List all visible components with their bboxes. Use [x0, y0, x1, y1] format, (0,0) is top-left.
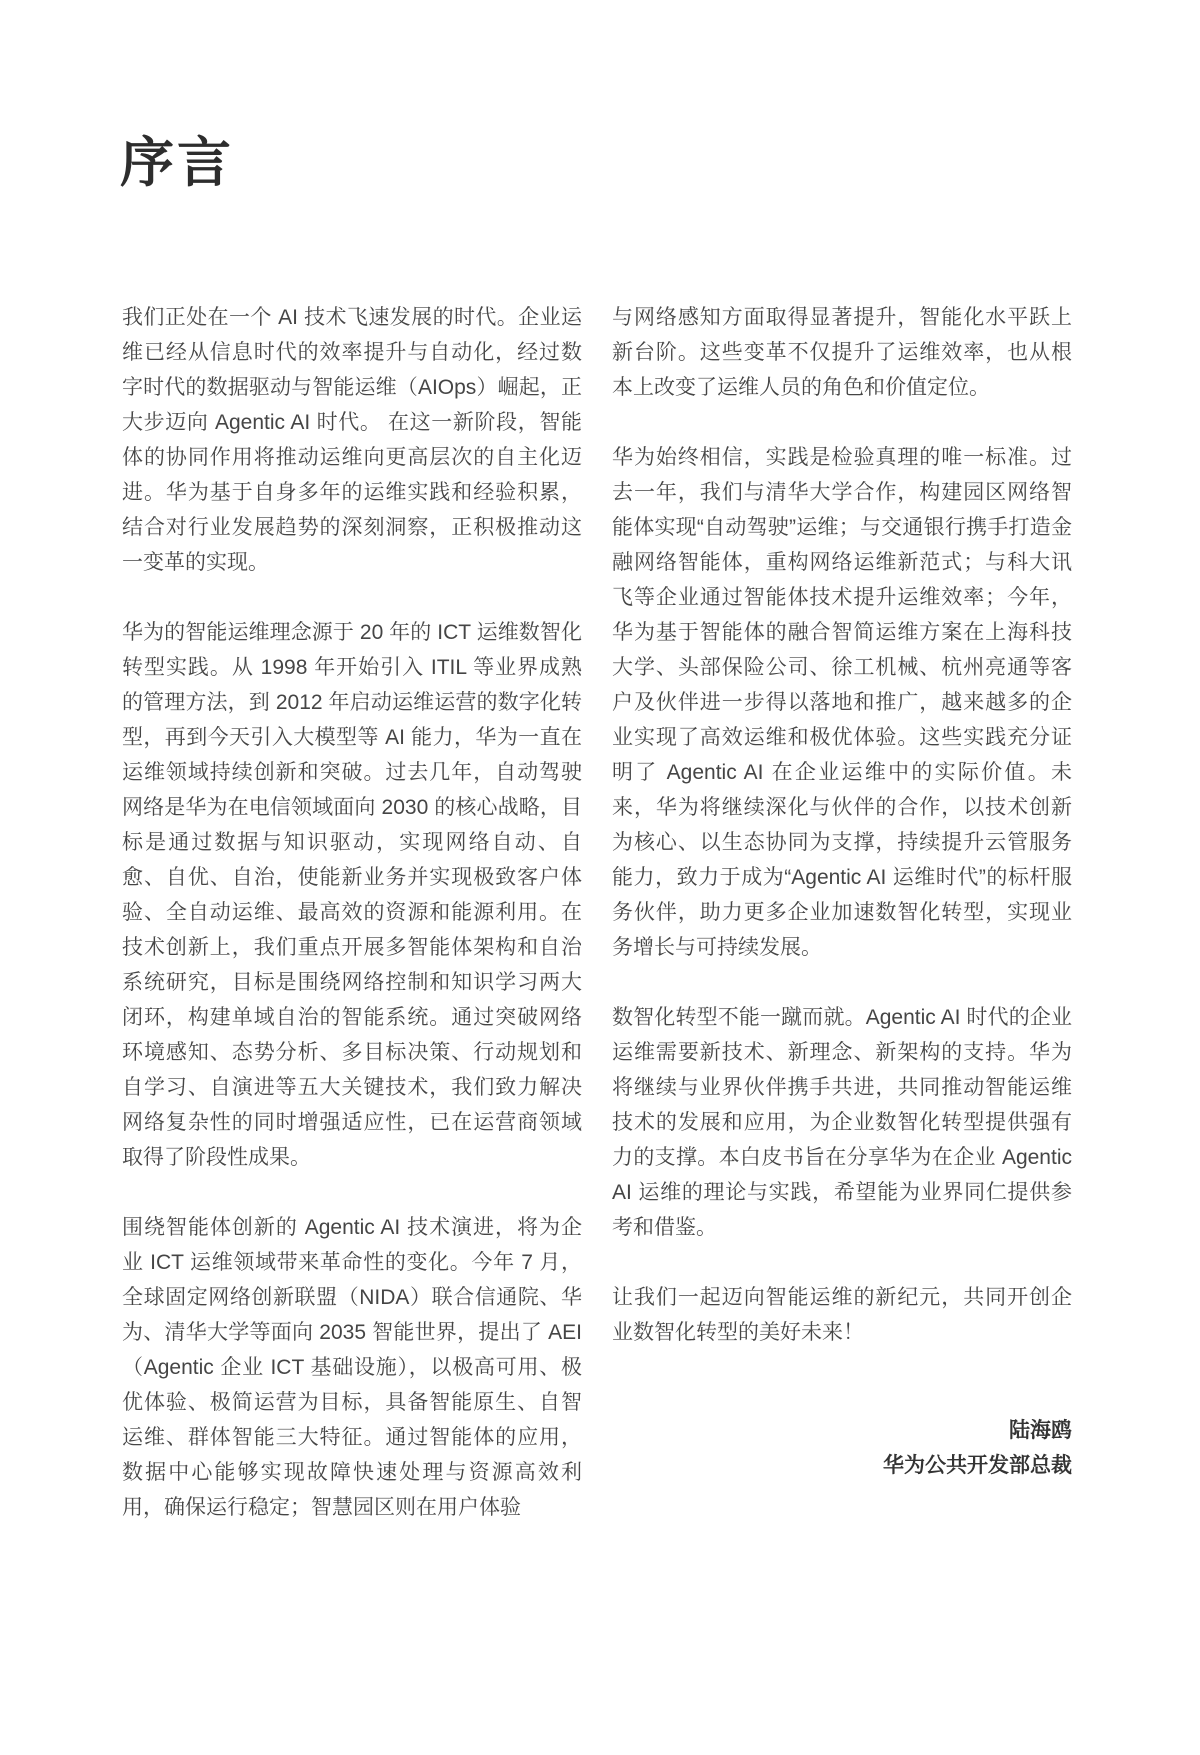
page-title: 序言 [120, 133, 234, 193]
paragraph: 华为的智能运维理念源于 20 年的 ICT 运维数智化转型实践。从 1998 年开始引入 ITIL 等业界成熟的管理方法，到 2012 年启动运维运营的数字化转型，再到今天引入大模型等 AI 能力，华为一直在运维领域持续创新和突破。过去几年，自动驾驶网络是华为在电信领域面向 2030 的核心战略，目标是通过数据与知识驱动，实现网络自动、自愈、自优、自治，使能新业务并实现极致客户体验、全自动运维、最高效的资源和能源利用。在技术创新上，我们重点开展多智能体架构和自治系统研究，目标是围绕网络控制和知识学习两大闭环，构建单域自治的智能系统。通过突破网络环境感知、态势分析、多目标决策、行动规划和自学习、自演进等五大关键技术，我们致力解决网络复杂性的同时增强适应性，已在运营商领域取得了阶段性成果。 [122, 621, 582, 1169]
signature-block [612, 1413, 1072, 1483]
two-column-layout [122, 300, 1073, 1525]
right-column [612, 300, 1072, 1525]
signature-role: 华为公共开发部总裁 [883, 1454, 1072, 1477]
left-column [122, 300, 582, 1525]
paragraph: 我们正处在一个 AI 技术飞速发展的时代。企业运维已经从信息时代的效率提升与自动化，经过数字时代的数据驱动与智能运维（AIOps）崛起，正大步迈向 Agentic AI 时代。 在这一新阶段，智能体的协同作用将推动运维向更高层次的自主化迈进。华为基于自身多年的运维实践和经验积累，结合对行业发展趋势的深刻洞察，正积极推动这一变革的实现。 [122, 306, 582, 574]
paragraph: 让我们一起迈向智能运维的新纪元，共同开创企业数智化转型的美好未来！ [612, 1286, 1072, 1344]
paragraph: 数智化转型不能一蹴而就。Agentic AI 时代的企业运维需要新技术、新理念、新架构的支持。华为将继续与业界伙伴携手共进，共同推动智能运维技术的发展和应用，为企业数智化转型提供强有力的支撑。本白皮书旨在分享华为在企业 Agentic AI 运维的理论与实践，希望能为业界同仁提供参考和借鉴。 [612, 1006, 1072, 1239]
paragraph: 与网络感知方面取得显著提升，智能化水平跃上新台阶。这些变革不仅提升了运维效率，也从根本上改变了运维人员的角色和价值定位。 [612, 306, 1072, 399]
signature-name: 陆海鸥 [1009, 1419, 1072, 1442]
paragraph: 围绕智能体创新的 Agentic AI 技术演进，将为企业 ICT 运维领域带来革命性的变化。今年 7 月，全球固定网络创新联盟（NIDA）联合信通院、华为、清华大学等面向 2035 智能世界，提出了 AEI（Agentic 企业 ICT 基础设施），以极高可用、极优体验、极简运营为目标，具备智能原生、自智运维、群体智能三大特征。通过智能体的应用，数据中心能够实现故障快速处理与资源高效利用，确保运行稳定；智慧园区则在用户体验 [122, 1216, 582, 1519]
paragraph: 华为始终相信，实践是检验真理的唯一标准。过去一年，我们与清华大学合作，构建园区网络智能体实现“自动驾驶”运维；与交通银行携手打造金融网络智能体，重构网络运维新范式；与科大讯飞等企业通过智能体技术提升运维效率；今年，华为基于智能体的融合智简运维方案在上海科技大学、头部保险公司、徐工机械、杭州亮通等客户及伙伴进一步得以落地和推广，越来越多的企业实现了高效运维和极优体验。这些实践充分证明了 Agentic AI 在企业运维中的实际价值。未来，华为将继续深化与伙伴的合作，以技术创新为核心、以生态协同为支撑，持续提升云管服务能力，致力于成为“Agentic AI 运维时代”的标杆服务伙伴，助力更多企业加速数智化转型，实现业务增长与可持续发展。 [612, 446, 1072, 959]
